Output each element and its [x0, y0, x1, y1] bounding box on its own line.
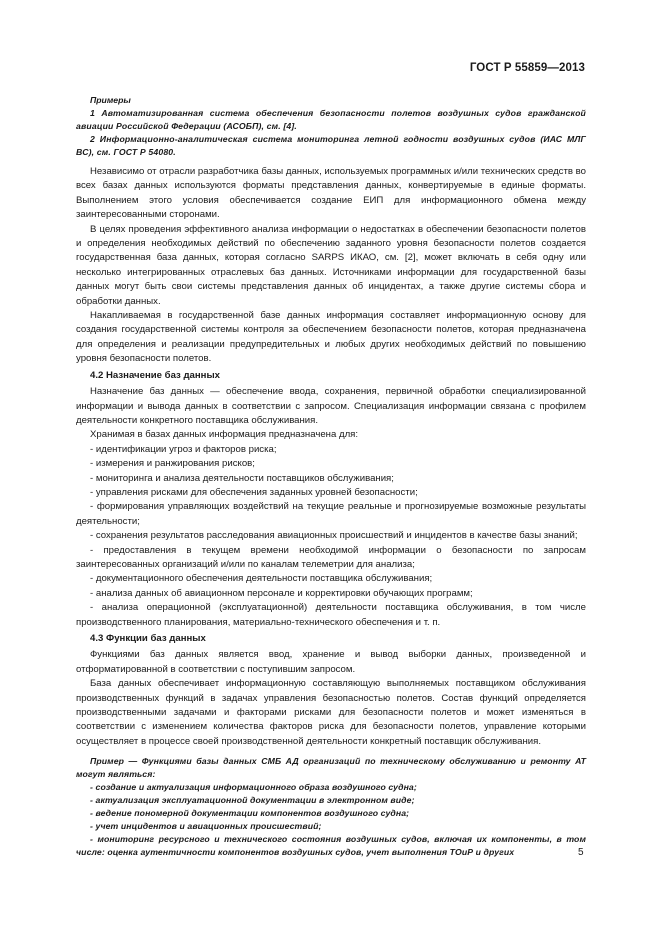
section-heading: 4.2 Назначение баз данных [90, 369, 220, 381]
example-item: 2 Информационно-аналитическая система мониторинга летной годности воздушных судов (ИАС МЛГ ВС), см. ГОСТ Р 54080. [76, 134, 586, 157]
paragraph: Накапливаемая в государственной базе данных информация составляет информационную основу для создания государственной системы контроля за обеспечением безопасности полетов, которая предназначена для определения и реализации предупредительных и любых других необходимых действий по повышению уровня безопасности полетов. [76, 310, 586, 365]
paragraph: Назначение баз данных — обеспечение ввода, сохранения, первичной обработки специализированной информации и вывода данных в соответствии с запросом. Специализация информации связана с профилем деятельности конкретного поставщика обслуживания. [76, 386, 586, 426]
paragraph: Функциями баз данных является ввод, хранение и вывод выборки данных, произведенной и отформатированной в соответствии с поступившим запросом. [76, 649, 586, 675]
list-item: - документационного обеспечения деятельности поставщика обслуживания; [90, 573, 433, 585]
list-item: - измерения и ранжирования рисков; [90, 458, 255, 470]
example-list-item: - актуализация эксплуатационной документации в электронном виде; [90, 795, 415, 806]
example-list-item: - ведение пономерной документации компонентов воздушного судна; [90, 808, 410, 819]
examples-heading: Примеры [90, 95, 131, 105]
paragraph: В целях проведения эффективного анализа информации о недостатках в обеспечении безопасности полетов и определения необходимых действий по обеспечению заданного уровня безопасности полетов создается государственная база данных, которая согласно SARPS ИКАО, см. [2], может включать в себя одну или несколько интегрированных отраслевых баз данных. Источниками информации для государственной базы данных могут быть свои системы представления данных об инцидентах, а также другие системы сбора и обработки данных. [76, 223, 586, 307]
list-item: - формирования управляющих воздействий на текущие реальные и прогнозируемые возможные результаты деятельности; [76, 501, 586, 527]
standard-number: ГОСТ Р 55859—2013 [469, 62, 585, 74]
list-item: - предоставления в текущем времени необходимой информации о безопасности по запросам заинтересованных организаций и/или по каналам телеметрии для анализа; [76, 544, 586, 570]
list-item: - идентификации угроз и факторов риска; [90, 443, 277, 455]
paragraph: База данных обеспечивает информационную составляющую выполняемых поставщиком обслуживания производственных функций в задачах управления безопасностью полетов. Состав функций определяется производственными задачами и факторами рисками для безопасности полетов и может изменяться в соответствии с изменением количества факторов риска для безопасности полетов, управление которыми осуществляет в процессе своей производственной деятельности конкретный поставщик обслуживания. [76, 678, 586, 747]
page-content [76, 91, 586, 859]
list-item: - сохранения результатов расследования авиационных происшествий и инцидентов в качестве базы знаний; [90, 530, 578, 542]
paragraph: Независимо от отрасли разработчика базы данных, используемых программных и/или технических средств во всех базах данных используются форматы представления данных, конвертируемые в единые форматы. Выполнением этого условия обеспечивается создание ЕИП для информационного обмена между заинтересованными сторонами. [76, 166, 586, 221]
paragraph: Хранимая в базах данных информация предназначена для: [90, 429, 359, 441]
list-item: - анализа данных об авиационном персонале и корректировки обучающих программ; [90, 587, 473, 599]
example-item: 1 Автоматизированная система обеспечения безопасности полетов воздушных судов гражданской авиации Российской Федерации (АСОБП), см. [4]. [76, 108, 586, 131]
example-intro: Пример — Функциями базы данных СМБ АД организаций по техническому обслуживанию и ремонту АТ могут являться: [76, 756, 586, 780]
section-heading: 4.3 Функции баз данных [90, 633, 206, 644]
page-number: 5 [578, 847, 584, 858]
list-item: - анализа операционной (эксплуатационной) деятельности поставщика обслуживания, в том числе производственного планирования, материально-технического обеспечения и т. п. [76, 602, 586, 628]
example-list-item: - мониторинг ресурсного и технического состояния воздушных судов, включая их компоненты, в том числе: оценка аутентичности компонентов воздушных судов, учет выполнения ТОиР и других [76, 834, 586, 858]
example-list-item: - создание и актуализация информационного образа воздушного судна; [90, 782, 417, 793]
list-item: - управления рисками для обеспечения заданных уровней безопасности; [90, 486, 418, 498]
example-list-item: - учет инцидентов и авиационных происшествий; [90, 821, 322, 832]
list-item: - мониторинга и анализа деятельности поставщиков обслуживания; [90, 472, 394, 484]
